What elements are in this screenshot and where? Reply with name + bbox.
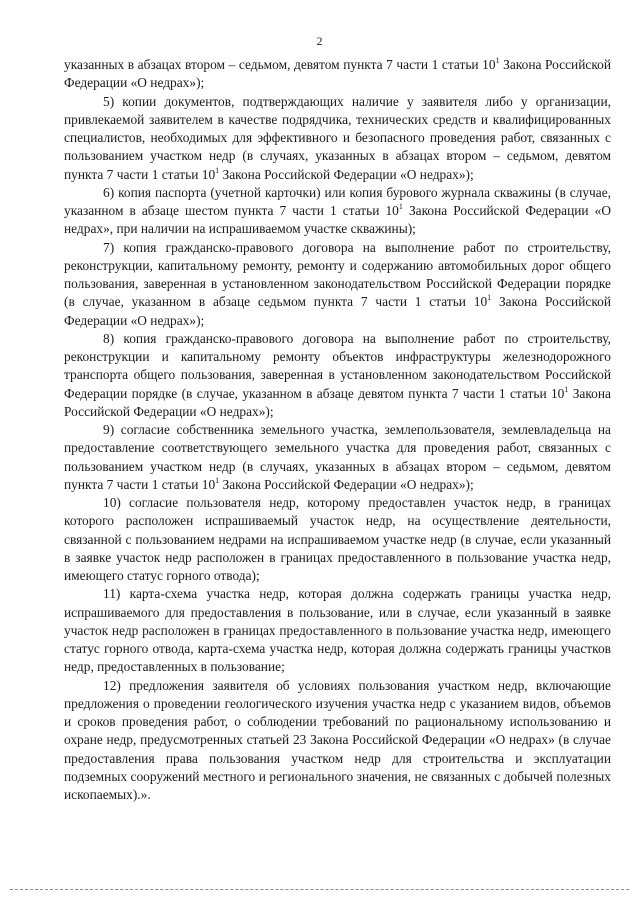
- superscript: 1: [487, 293, 492, 303]
- page-number: 2: [316, 34, 323, 48]
- list-item-11: 11) карта-схема участка недр, которая должна содержать границы участка недр, испрашиваемого для предоставления в пользование, или в случае, если указанный в заявке участок недр расположен в границах предоставленного в пользование участка недр, имеющего статус горного отвода, карта-схема участка недр, которая должна содержать границы участков недр, предоставленных в пользование;: [64, 586, 611, 675]
- paragraph-continuation: указанных в абзацах втором – седьмом, девятом пункта 7 части 1 статьи $10^1$ Закона Российской Федерации «О недрах»);: [64, 56, 611, 91]
- list-item-5: 5) копии документов, подтверждающих наличие у заявителя либо у организации, привлекаемой заявителем в качестве подрядчика, технических средств и квалифицированных специалистов, необходимых для эффективного и безопасного проведения работ, связанных с пользованием участком недр (в случаях, указанных в абзацах втором – седьмом, девятом пункта 7 части 1 статьи $10^1$ Закона Российской Федерации «О недрах»);: [64, 93, 611, 182]
- list-item-6: 6) копия паспорта (учетной карточки) или копия бурового журнала скважины (в случае, указанном в абзаце шестом пункта 7 части 1 статьи $10^1$ Закона Российской Федерации «О недрах», при наличии на испрашиваемом участке скважины);: [64, 184, 611, 237]
- document-body: [64, 56, 611, 804]
- superscript: 1: [215, 475, 220, 485]
- list-item-12: 12) предложения заявителя об условиях пользования участком недр, включающие предложения о проведении геологического изучения участка недр с указанием видов, объемов и сроков проведения работ, о соблюдении требований по рациональному использованию и охране недр, предусмотренных статьей 23 Закона Российской Федерации «О недрах» (в случае предоставления права пользования участком недр для строительства и эксплуатации подземных сооружений местного и регионального значения, не связанных с добычей полезных ископаемых).».: [64, 677, 611, 802]
- superscript: 1: [495, 56, 500, 65]
- list-item-8: 8) копия гражданско-правового договора на выполнение работ по строительству, реконструкции и капитальному ремонту объектов инфраструктуры железнодорожного транспорта общего пользования, заверенная в установленном законодательством Российской Федерации порядке (в случае, указанном в абзаце девятом пункта 7 части 1 статьи $10^1$ Закона Российской Федерации «О недрах»);: [64, 330, 611, 419]
- superscript: 1: [398, 202, 403, 211]
- list-item-7: 7) копия гражданско-правового договора на выполнение работ по строительству, реконструкции, капитальному ремонту, ремонту и содержанию автомобильных дорог общего пользования, заверенная в установленном законодательством Российской Федерации порядке (в случае, указанном в абзаце седьмом пункта 7 части 1 статьи $10^1$ Закона Российской Федерации «О недрах»);: [64, 239, 611, 328]
- superscript: 1: [564, 384, 569, 394]
- superscript: 1: [215, 165, 220, 175]
- list-item-10: 10) согласие пользователя недр, которому предоставлен участок недр, в границах которого расположен испрашиваемый участок недр, на осуществление деятельности, связанной с пользованием недрами на испрашиваемом участке недр (в случае, если указанный в заявке участок недр расположен в границах предоставленного в пользование участка недр, имеющего статус горного отвода);: [64, 495, 611, 583]
- page-bottom-divider: [10, 889, 629, 890]
- list-item-9: 9) согласие собственника земельного участка, землепользователя, землевладельца на предоставление соответствующего земельного участка для проведения работ, связанных с пользованием участком недр (в случаях, указанных в абзацах втором – седьмом, девятом пункта 7 части 1 статьи $10^1$ Закона Российской Федерации «О недрах»);: [64, 422, 611, 492]
